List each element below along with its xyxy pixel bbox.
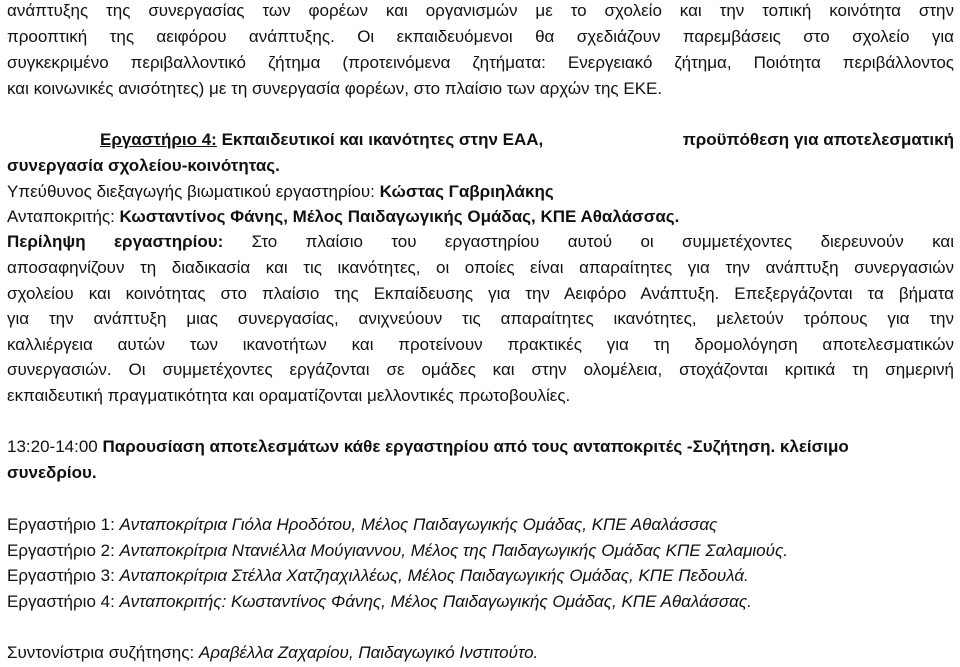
intro-line-4: και κοινωνικές ανισότητες) με τη συνεργασία φορέων, στο πλαίσιο των αρχών της ΕΚΕ. bbox=[7, 79, 663, 98]
workshop4-rapporteur bbox=[7, 206, 954, 228]
summary-line-5: καλλιέργεια αυτών των ικανοτήτων και προτείνουν πρακτικές για τη δρομολόγηση αποτελεσματικών bbox=[7, 335, 954, 354]
rapporteur-item-text: Ανταποκριτής: Κωσταντίνος Φάνης, Μέλος Παιδαγωγικής Ομάδας, ΚΠΕ Αθαλάσσας. bbox=[119, 592, 752, 611]
summary-line-7: εκπαιδευτική πραγματικότητα και οραματίζονται μελλοντικές πρωτοβουλίες. bbox=[7, 386, 571, 405]
summary-line-4: για την ανάπτυξη μιας συνεργασίας, ανιχνεύουν τις απαραίτητες ικανότητες, μελετούν τρόπους για την bbox=[7, 309, 954, 328]
session-line-2: συνεδρίου. bbox=[7, 463, 97, 482]
session-title: Παρουσίαση αποτελεσμάτων κάθε εργαστηρίου από τους ανταποκριτές -Συζήτηση. κλείσιμο bbox=[102, 437, 849, 456]
rapporteur-item-text: Ανταποκρίτρια Ντανιέλλα Μούγιαννου, Μέλος της Παιδαγωγικής Ομάδας ΚΠΕ Σαλαμιούς. bbox=[119, 541, 788, 560]
moderator-name: Αραβέλλα Ζαχαρίου, Παιδαγωγικό Ινστιτούτο. bbox=[198, 643, 539, 662]
workshop4-title-rest: Εκπαιδευτικοί και ικανότητες στην ΕΑΑ, bbox=[221, 130, 544, 149]
rapporteur-item-label: Εργαστήριο 2: bbox=[7, 541, 115, 560]
intro-line-1: ανάπτυξης της συνεργασίας των φορέων και οργανισμών με το σχολείο και την τοπική κοινότητα στην bbox=[7, 1, 954, 20]
rapporteur-item-2 bbox=[7, 540, 954, 562]
moderator-line bbox=[7, 642, 954, 664]
session-time: 13:20-14:00 bbox=[7, 437, 98, 456]
rapporteur-item-text: Ανταποκρίτρια Γιόλα Ηροδότου, Μέλος Παιδαγωγικής Ομάδας, ΚΠΕ Αθαλάσσας bbox=[119, 515, 718, 534]
summary-line-2: αποσαφηνίζουν τη διαδικασία και τις ικανότητες, οι οποίες είναι απαραίτητες για την ανάπτυξη συνεργασιών bbox=[7, 258, 954, 277]
summary-line-3: σχολείου και κοινότητας στο πλαίσιο της Εκπαίδευσης για την Αειφόρο Ανάπτυξη. Επεξεργάζονται τα βήματα bbox=[7, 284, 954, 303]
workshop4-title-tail: προϋπόθεση για αποτελεσματική bbox=[682, 130, 954, 149]
moderator-label: Συντονίστρια συζήτησης: bbox=[7, 643, 195, 662]
rapporteur-item-label: Εργαστήριο 3: bbox=[7, 566, 115, 585]
summary-line1-text: Στο πλαίσιο του εργαστηρίου αυτού οι συμμετέχοντες διερευνούν και bbox=[251, 232, 954, 251]
rapporteur-item-label: Εργαστήριο 1: bbox=[7, 515, 115, 534]
workshop4-label: Εργαστήριο 4: bbox=[100, 130, 217, 149]
session-line-1 bbox=[7, 436, 954, 458]
rapporteur-item-label: Εργαστήριο 4: bbox=[7, 592, 115, 611]
summary-label: Περίληψη εργαστηρίου: bbox=[7, 232, 224, 251]
coordinator-label: Υπεύθυνος διεξαγωγής βιωματικού εργαστηρίου: bbox=[7, 182, 375, 201]
rapporteur-item-3 bbox=[7, 565, 954, 587]
rapporteur-item-text: Ανταποκρίτρια Στέλλα Χατζηαχιλλέως, Μέλος Παιδαγωγικής Ομάδας, ΚΠΕ Πεδουλά. bbox=[119, 566, 749, 585]
rapporteur-label: Ανταποκριτής: bbox=[7, 207, 115, 226]
workshop4-title bbox=[100, 129, 954, 151]
rapporteur-name: Κωσταντίνος Φάνης, Μέλος Παιδαγωγικής Ομάδας, ΚΠΕ Αθαλάσσας. bbox=[119, 207, 680, 226]
summary-line-1 bbox=[7, 231, 954, 253]
rapporteur-item-1 bbox=[7, 514, 954, 536]
rapporteur-item-4 bbox=[7, 591, 954, 613]
summary-line-6: συνεργασιών. Οι συμμετέχοντες εργάζονται σε ομάδες και στην ολομέλεια, στοχάζονται κριτικά τη σημερινή bbox=[7, 360, 954, 379]
intro-line-3: συγκεκριμένο περιβαλλοντικό ζήτημα (προτεινόμενα ζητήματα: Ενεργειακό ζήτημα, Ποιότητα περιβάλλοντος bbox=[7, 53, 954, 72]
coordinator-name: Κώστας Γαβριηλάκης bbox=[379, 182, 554, 201]
workshop4-title-line2: συνεργασία σχολείου-κοινότητας. bbox=[7, 156, 280, 175]
workshop4-title-main bbox=[100, 129, 543, 151]
intro-line-2: προοπτική της αειφόρου ανάπτυξης. Οι εκπαιδευόμενοι θα σχεδιάζουν παρεμβάσεις στο σχολείο για bbox=[7, 27, 954, 46]
workshop4-coordinator bbox=[7, 181, 954, 203]
